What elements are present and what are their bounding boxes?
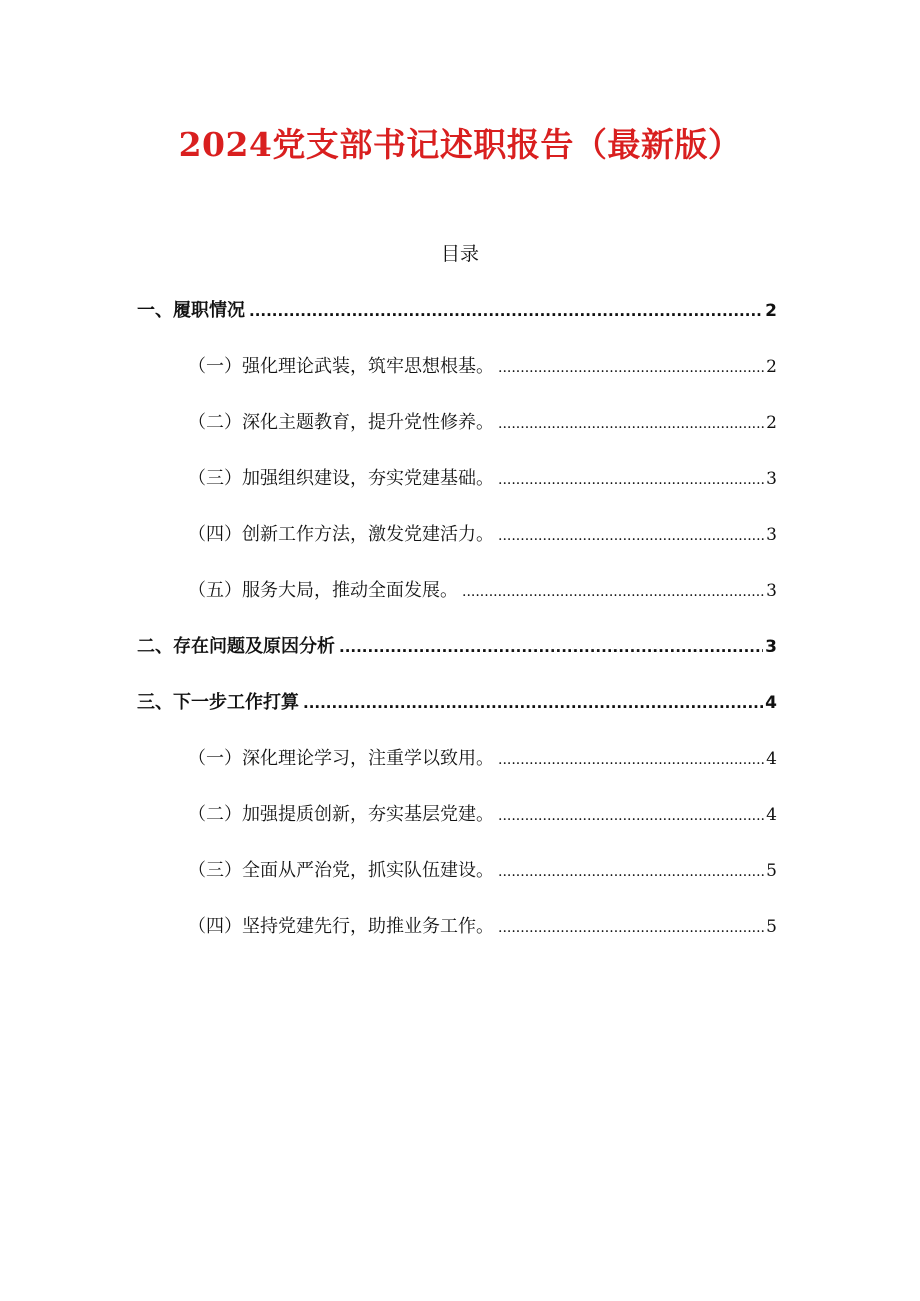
toc-entry-text: （四）创新工作方法，激发党建活力。 (188, 524, 494, 545)
toc-page-number: 3 (765, 637, 777, 657)
toc-entry-2[interactable] (137, 632, 777, 662)
toc-entry-3-2[interactable] (188, 800, 777, 830)
toc-entry-3-3[interactable] (188, 856, 777, 886)
toc-leader-dots (303, 688, 763, 718)
toc-entry-1-3[interactable] (188, 464, 777, 494)
toc-leader-dots (498, 409, 764, 439)
toc-leader-dots (462, 577, 764, 607)
toc-entry-text: 三、下一步工作打算 (137, 692, 299, 713)
toc-leader-dots (498, 801, 764, 831)
toc-entry-text: （一）深化理论学习，注重学以致用。 (188, 748, 494, 769)
toc-page-number: 3 (766, 469, 777, 489)
toc-entry-3[interactable] (137, 688, 777, 718)
toc-leader-dots (498, 353, 764, 383)
toc-entry-text: （二）深化主题教育，提升党性修养。 (188, 412, 494, 433)
toc-entry-1-1[interactable] (188, 352, 777, 382)
toc-entry-text: （一）强化理论武装，筑牢思想根基。 (188, 356, 494, 377)
document-title: 2024党支部书记述职报告（最新版） (178, 125, 742, 164)
toc-page-number: 2 (766, 357, 777, 377)
toc-entry-text: （三）加强组织建设，夯实党建基础。 (188, 468, 494, 489)
toc-entry-1-4[interactable] (188, 520, 777, 550)
toc-entry-1-2[interactable] (188, 408, 777, 438)
toc-page-number: 3 (766, 581, 777, 601)
toc-leader-dots (249, 296, 763, 326)
toc-entry-3-1[interactable] (188, 744, 777, 774)
toc-leader-dots (498, 857, 764, 887)
toc-page-number: 4 (765, 693, 777, 713)
toc-entry-text: （二）加强提质创新，夯实基层党建。 (188, 804, 494, 825)
toc-entry-text: 二、存在问题及原因分析 (137, 636, 335, 657)
toc-page-number: 4 (766, 805, 777, 825)
toc-entry-text: 一、履职情况 (137, 300, 245, 321)
toc-page-number: 5 (766, 917, 777, 937)
toc-leader-dots (339, 632, 763, 662)
toc-entry-3-4[interactable] (188, 912, 777, 942)
toc-page-number: 3 (766, 525, 777, 545)
toc-entry-1[interactable] (137, 296, 777, 326)
toc-entry-1-5[interactable] (188, 576, 777, 606)
toc-page-number: 4 (766, 749, 777, 769)
toc-page-number: 5 (766, 861, 777, 881)
toc-leader-dots (498, 913, 764, 943)
toc-leader-dots (498, 521, 764, 551)
toc-heading: 目录 (440, 243, 479, 265)
toc-entry-text: （三）全面从严治党，抓实队伍建设。 (188, 860, 494, 881)
toc-page-number: 2 (765, 301, 777, 321)
toc-entry-text: （四）坚持党建先行，助推业务工作。 (188, 916, 494, 937)
toc-entry-text: （五）服务大局，推动全面发展。 (188, 580, 458, 601)
toc-leader-dots (498, 465, 764, 495)
toc-page-number: 2 (766, 413, 777, 433)
toc-leader-dots (498, 745, 764, 775)
